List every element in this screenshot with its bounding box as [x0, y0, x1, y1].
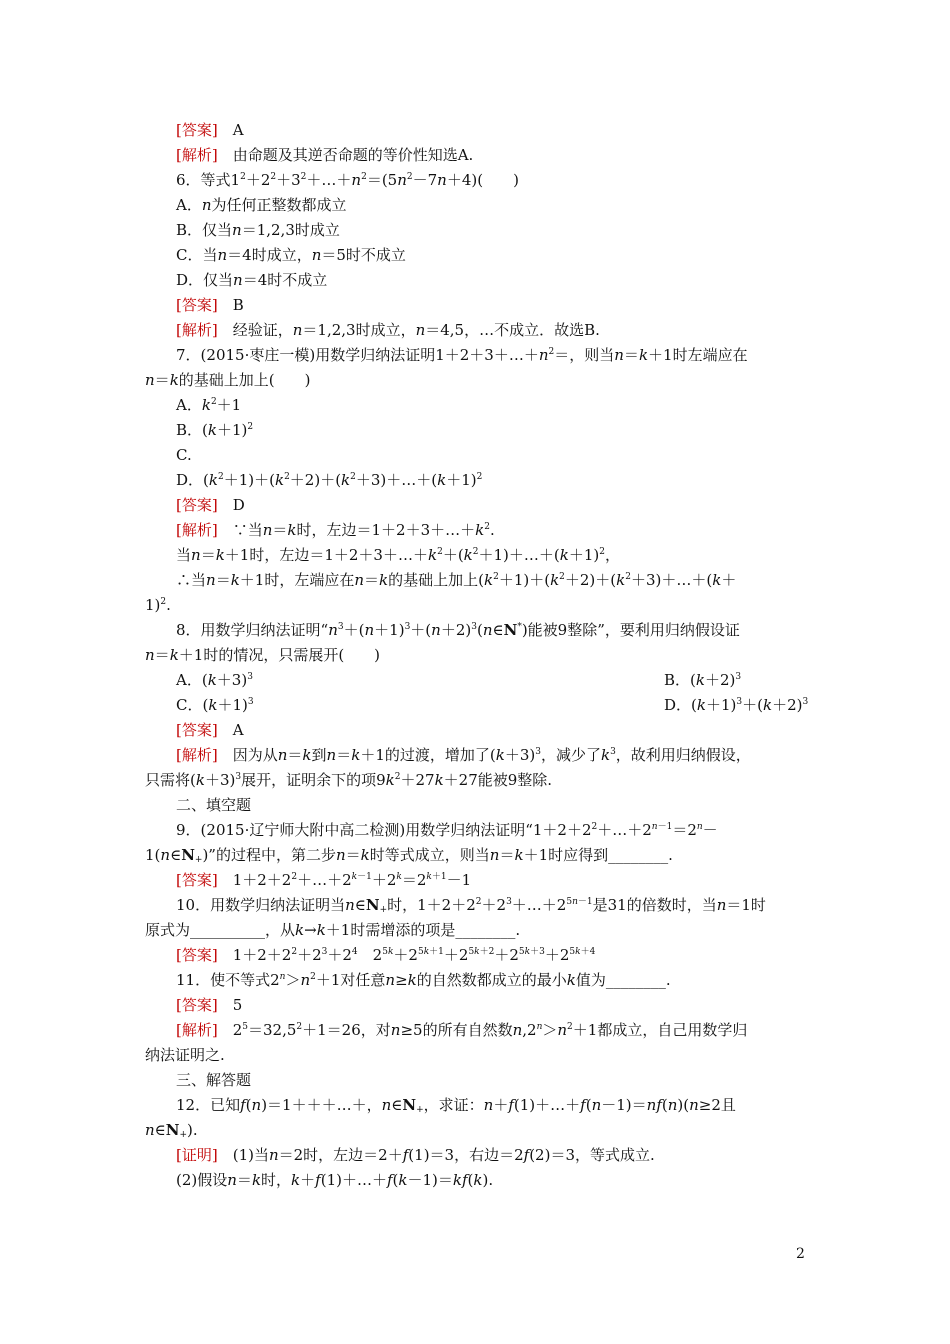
question-6: 6．等式$1^2+2^2+3^2+\dots+n^2=(5n^2-7n+4)$( ): [176, 171, 519, 189]
option-7b: B．$(k+1)^2$: [176, 421, 254, 439]
analysis-6: [解析] 经验证，n＝1,2,3时成立，n＝4,5，…不成立．故选B.: [176, 321, 600, 339]
answer-11: [答案] 5: [176, 996, 243, 1014]
options-8-row2: [176, 695, 809, 715]
option-6c: C．当n＝4时成立，n＝5时不成立: [176, 246, 406, 264]
analysis-11: [解析] $2^5=32,5^2+1=26$，对n≥5的所有自然数$n,2^n>n^2+1$都成立，自己用数学归: [176, 1021, 748, 1039]
option-7a: A．$k^2+1$: [176, 396, 242, 414]
option-7c: C.: [176, 446, 192, 464]
answer-10: [答案] $1+2+2^2+2^3+2^4$ $2^{5k}+2^{5k+1}+2^{5k+2}+2^{5k+3}+2^{5k+4}$: [176, 946, 596, 964]
question-8: 8．用数学归纳法证明“$n^3+(n+1)^3+(n+2)^3(n\in N^*)$能被9整除”，要利用归纳假设证: [176, 621, 740, 639]
options-8-row1: [176, 670, 742, 690]
option-8b: B．$(k+2)^3$: [664, 671, 742, 689]
analysis-11-cont: 纳法证明之.: [145, 1046, 225, 1064]
question-7-cont: n＝k的基础上加上( ): [145, 371, 311, 389]
question-12-cont: $n\in N_+$).: [145, 1121, 198, 1140]
page-number: 2: [796, 1246, 805, 1262]
analysis-7-line2: 当n＝k＋1时，左边$=1+2+3+\dots+k^2+(k^2+1)+\dots+(k+1)^2$，: [176, 546, 620, 564]
question-12: 12．已知f(n)＝1＋＋＋…＋，$n\in N_+$，求证：n＋f(1)＋…＋f(n－1)＝nf(n)(n≥2且: [176, 1096, 736, 1115]
answer-9: [答案] $1+2+2^2+\dots+2^{k-1}+2^k=2^{k+1}-1$: [176, 871, 472, 889]
proof-12: [证明] (1)当n＝2时，左边＝2＋f(1)＝3，右边＝2f(2)＝3，等式成立.: [176, 1146, 655, 1164]
analysis-5: [解析] 由命题及其逆否命题的等价性知选A.: [176, 146, 474, 164]
question-7: 7．(2015·枣庄一模)用数学归纳法证明$1+2+3+\dots+n^2=$，则当n＝k＋1时左端应在: [176, 346, 748, 364]
section-fill-in: 二、填空题: [176, 796, 252, 814]
question-9: 9．(2015·辽宁师大附中高二检测)用数学归纳法证明“$1+2+2^2+\dots+2^{n-1}=2^n-$: [176, 821, 718, 839]
section-solve: 三、解答题: [176, 1071, 252, 1089]
answer-5: [答案] A: [176, 121, 244, 139]
option-8d: D．$(k+1)^3+(k+2)^3$: [664, 696, 809, 714]
analysis-7-line4: 1)$^2$.: [145, 596, 171, 614]
analysis-7-line3: ∴当n＝k＋1时，左端应在n＝k的基础上加上$(k^2+1)+(k^2+2)+(k^2+3)+\dots+(k+$: [176, 571, 737, 589]
analysis-7: [解析] ∵当n＝k时，左边$=1+2+3+\dots+k^2$.: [176, 521, 495, 539]
question-10-cont: 原式为__________，从k→k＋1时需增添的项是________.: [145, 921, 521, 939]
option-6d: D．仅当n＝4时不成立: [176, 271, 328, 289]
proof-12-step2: (2)假设n＝k时，k＋f(1)＋…＋f(k－1)＝kf(k).: [176, 1171, 494, 1189]
answer-8: [答案] A: [176, 721, 244, 739]
analysis-8-cont: 只需将$(k+3)^3$展开，证明余下的项$9k^2+27k+27$能被9整除.: [145, 771, 553, 789]
question-9-cont: $1(n\in N_+)$”的过程中，第二步n＝k时等式成立，则当n＝k＋1时应得到________.: [145, 846, 673, 865]
option-8a: A．$(k+3)^3$: [176, 671, 253, 689]
question-8-cont: n＝k＋1时的情况，只需展开( ): [145, 646, 381, 664]
option-8c: C．$(k+1)^3$: [176, 696, 254, 714]
option-7d: D．$(k^2+1)+(k^2+2)+(k^2+3)+\dots+(k+1)^2$: [176, 471, 483, 489]
answer-6: [答案] B: [176, 296, 244, 314]
question-11: 11．使不等式$2^n>n^2+1$对任意n≥k的自然数都成立的最小k值为________.: [176, 971, 671, 989]
question-10: 10．用数学归纳法证明当$n\in N_+$时，$1+2+2^2+2^3+\dots+2^{5n-1}$是31的倍数时，当n＝1时: [176, 896, 766, 915]
option-6a: A．n为任何正整数都成立: [176, 196, 347, 214]
answer-7: [答案] D: [176, 496, 245, 514]
option-6b: B．仅当n＝1,2,3时成立: [176, 221, 340, 239]
analysis-8: [解析] 因为从n＝k到n＝k＋1的过渡，增加了$(k+3)^3$，减少了$k^3$，故利用归纳假设，: [176, 746, 751, 764]
